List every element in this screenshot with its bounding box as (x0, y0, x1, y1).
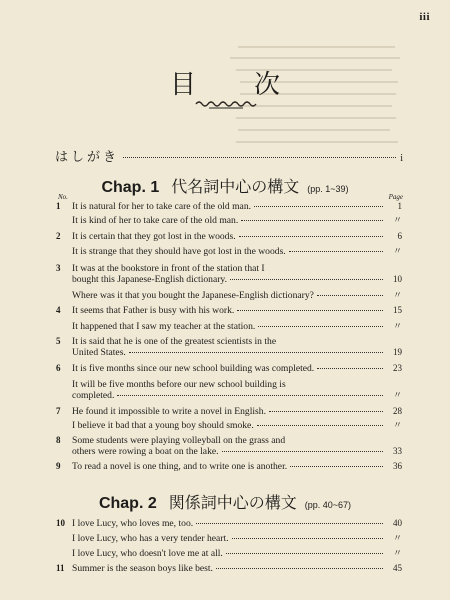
entry-text: To read a novel is one thing, and to write one is another. (72, 461, 288, 472)
toc-entry (56, 263, 402, 285)
entry-text: I love Lucy, who has a very tender heart. (72, 533, 229, 544)
chapter-page-range: (pp. 40~67) (304, 500, 352, 510)
leader-dots (216, 568, 383, 569)
entry-text-continued: others were rowing a boat on the lake. (72, 446, 219, 457)
column-header-page: Page (388, 193, 403, 201)
leader-dots (241, 220, 383, 221)
chapter-number: Chap. 1 (101, 179, 160, 196)
toc-entry (56, 321, 402, 332)
entry-page: 19 (393, 347, 402, 357)
entry-number: 11 (56, 563, 65, 573)
toc-entry (56, 379, 402, 401)
column-headers (58, 193, 403, 201)
leader-dots (232, 538, 383, 539)
toc-entry (56, 215, 402, 226)
entry-page: 〃 (392, 420, 402, 430)
leader-dots (239, 236, 383, 237)
entry-number: 4 (56, 305, 61, 315)
toc-entry (56, 290, 402, 301)
entry-text-continued: bought this Japanese-English dictionary. (72, 274, 227, 285)
entry-text: I love Lucy, who loves me, too. (72, 518, 194, 529)
column-header-no: No. (58, 193, 68, 201)
chapter-number: Chap. 2 (98, 495, 157, 512)
entry-text-continued: United States. (72, 347, 126, 358)
leader-dots (117, 395, 383, 396)
chapter-page-range: (pp. 1~39) (307, 184, 349, 194)
entry-number (56, 290, 72, 301)
leader-dots (269, 411, 383, 412)
entry-text: It will be five months before our new school building is (72, 379, 286, 390)
entry-number: 9 (56, 461, 61, 471)
entry-page: 〃 (392, 533, 402, 543)
entry-page: 23 (393, 363, 402, 373)
entry-number (56, 246, 72, 257)
entry-number: 6 (56, 363, 61, 373)
toc-entry (56, 533, 402, 544)
entry-text-continued: completed. (72, 390, 115, 401)
entry-page: 40 (393, 518, 402, 528)
toc-entry (56, 246, 402, 257)
entry-number: 8 (56, 435, 61, 445)
entry-number (56, 215, 72, 226)
toc-entry (56, 336, 402, 358)
entry-page: 10 (393, 274, 402, 284)
entry-page: 36 (393, 461, 402, 471)
leader-dots (237, 310, 383, 311)
entry-text: It seems that Father is busy with his work. (72, 305, 235, 316)
entry-number (56, 379, 72, 401)
entry-text: Summer is the season boys like best. (72, 563, 213, 574)
chapter-title: 関係詞中心の構文 (168, 493, 297, 512)
leader-dots (123, 157, 396, 158)
entry-number: 5 (56, 336, 61, 346)
toc-entry (56, 231, 402, 242)
entry-page: 〃 (392, 548, 402, 558)
entry-page: 28 (393, 406, 402, 416)
entry-number: 1 (56, 201, 61, 211)
entry-text: It is certain that they got lost in the woods. (72, 231, 236, 242)
entry-number: 2 (56, 231, 61, 241)
leader-dots (289, 251, 383, 252)
toc-entry (56, 201, 402, 212)
preface-entry (55, 146, 403, 165)
entry-text: It is said that he is one of the greatest scientists in the (72, 336, 277, 347)
entry-page: 6 (397, 231, 402, 241)
toc-entry (56, 435, 402, 457)
leader-dots (230, 279, 383, 280)
entry-text: Where was it that you bought the Japanese-English dictionary? (72, 290, 314, 301)
toc-entry (56, 406, 402, 417)
contents-heading: 目 次 (169, 70, 296, 100)
entry-text: It is five months since our new school building was completed. (72, 363, 315, 374)
entry-text: Some students were playing volleyball on the grass and (72, 435, 286, 446)
leader-dots (222, 451, 383, 452)
toc-entry (56, 563, 402, 574)
entry-text: It is strange that they should have got lost in the woods. (72, 246, 286, 257)
entry-text: I believe it bad that a young boy should smoke. (72, 420, 254, 431)
ornament-divider (195, 97, 257, 111)
toc-entry (56, 461, 402, 472)
toc-entry (56, 420, 402, 431)
toc-entry (56, 305, 402, 316)
entry-page: 〃 (392, 321, 402, 331)
toc-entry (56, 548, 402, 559)
entry-page: 33 (393, 446, 402, 456)
entry-number (56, 548, 72, 559)
chapter-title: 代名詞中心の構文 (171, 177, 300, 196)
entry-page: 〃 (392, 215, 402, 225)
entry-number (56, 533, 72, 544)
leader-dots (317, 368, 383, 369)
entry-page: 45 (393, 563, 402, 573)
leader-dots (129, 352, 383, 353)
chapter-heading (0, 490, 450, 513)
leader-dots (196, 523, 383, 524)
leader-dots (317, 295, 383, 296)
entry-number (56, 420, 72, 431)
leader-dots (258, 326, 383, 327)
entry-text: It is natural for her to take care of the old man. (72, 201, 252, 212)
entry-text: He found it impossible to write a novel in English. (72, 406, 266, 417)
entry-number: 7 (56, 406, 61, 416)
toc-entry (56, 363, 402, 374)
entry-text: I love Lucy, who doesn't love me at all. (72, 548, 223, 559)
preface-page: i (400, 153, 403, 164)
entry-number (56, 321, 72, 332)
entry-text: It happened that I saw my teacher at the station. (72, 321, 256, 332)
leader-dots (290, 466, 383, 467)
entry-page: 〃 (392, 290, 402, 300)
entry-page: 15 (393, 305, 402, 315)
leader-dots (254, 206, 383, 207)
entry-text: It was at the bookstore in front of the station that I (72, 263, 265, 274)
toc-entry (56, 518, 402, 529)
entry-number: 3 (56, 263, 61, 273)
entry-page: 〃 (392, 390, 402, 400)
entry-page: 〃 (392, 246, 402, 256)
leader-dots (226, 553, 383, 554)
preface-label: はしがき (55, 150, 120, 165)
page-number: iii (419, 11, 430, 23)
entry-text: It is kind of her to take care of the old man. (72, 215, 239, 226)
leader-dots (257, 425, 383, 426)
entry-page: 1 (397, 201, 402, 211)
entry-number: 10 (56, 518, 65, 528)
